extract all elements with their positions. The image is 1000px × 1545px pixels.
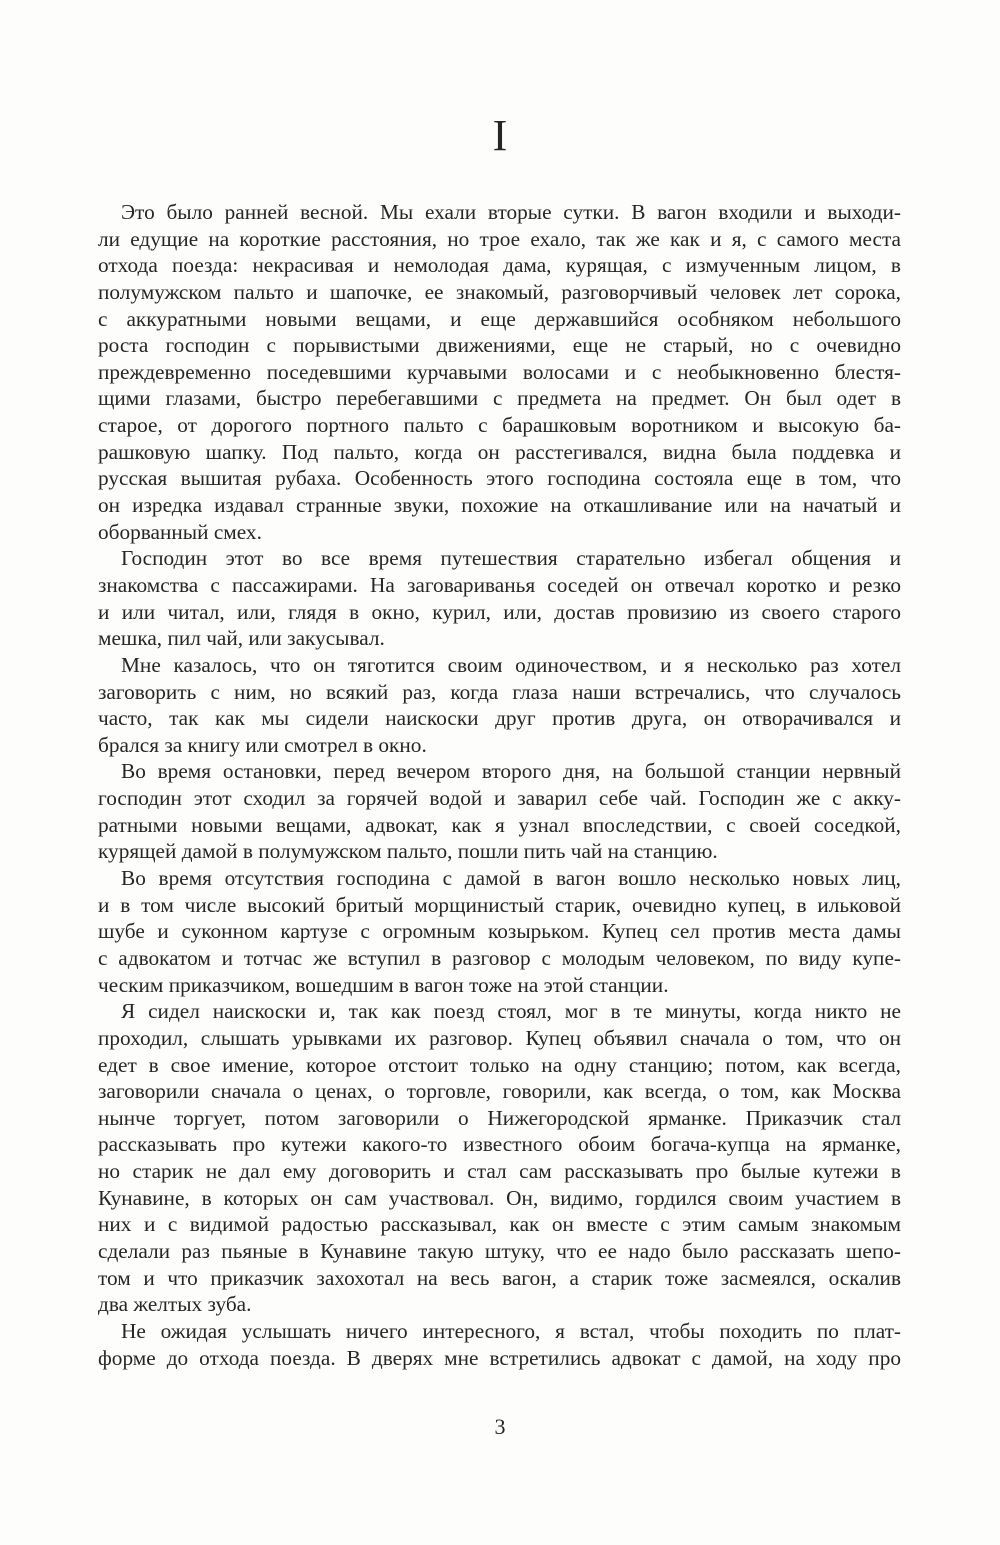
text-line: Кунавине, в которых он сам участвовал. Он, видимо, гордился своим участием в [98,1185,901,1210]
text-line: шубе и суконном картузе с огромным козырьком. Купец сел против места дамы [98,919,901,944]
text-line: брался за книгу или смотрел в окно. [98,732,427,757]
page-number: 3 [494,1414,506,1439]
text-line: Во время отсутствия господина с дамой в вагон вошло несколько новых лиц, [121,866,901,891]
text-line: и в том числе высокий бритый морщинистый старик, очевидно купец, в ильковой [98,892,901,917]
text-line: заговорить с ним, но всякий раз, когда глаза наши встречались, что случалось [98,679,901,704]
text-line: Во время остановки, перед вечером второго дня, на большой станции нервный [121,759,901,784]
text-line: ческим приказчиком, вошедшим в вагон тоже на этой станции. [98,972,669,997]
text-line: оборванный смех. [98,519,262,544]
text-line: Не ожидая услышать ничего интересного, я встал, чтобы походить по плат- [121,1318,901,1343]
paragraph [98,199,901,545]
text-line: курящей дамой в полумужском пальто, пошли пить чай на станцию. [98,839,718,864]
text-line: знакомства с пассажирами. На заговариванья соседей он отвечал коротко и резко [98,572,901,597]
text-line: Мне казалось, что он тяготится своим одиночеством, и я несколько раз хотел [121,652,901,677]
text-line: рассказывать про кутежи какого-то известного обоим богача-купца на ярманке, [98,1132,901,1157]
text-line: с аккуратными новыми вещами, и еще державшийся особняком небольшого [98,306,901,331]
text-line: русская вышитая рубаха. Особенность этого господина состояла еще в том, что [98,466,901,491]
text-line: ли едущие на короткие расстояния, но трое ехало, так же как и я, с самого места [98,226,901,251]
text-line: заговорили сначала о ценах, о торговле, говорили, как всегда, о том, как Москва [98,1079,901,1104]
paragraph [98,545,901,652]
text-line: роста господин с порывистыми движениями, еще не старый, но с очевидно [98,333,901,358]
text-line: Господин этот во все время путешествия старательно избегал общения и [121,546,901,571]
text-line: проходил, слышать урывками их разговор. Купец объявил сначала о том, что он [98,1025,901,1050]
text-line: и или читал, или, глядя в окно, курил, или, достав провизию из своего старого [98,599,901,624]
text-line: них и с видимой радостью рассказывал, как он вместе с этим самым знакомым [98,1212,901,1237]
paragraph [98,758,901,865]
body-text [98,199,901,1371]
text-line: мешка, пил чай, или закусывал. [98,626,385,651]
text-line: господин этот сходил за горячей водой и заварил себе чай. Господин же с акку- [98,786,901,811]
text-line: но старик не дал ему договорить и стал сам рассказывать про былые кутежи в [98,1159,901,1184]
text-line: Я сидел наискоски и, так как поезд стоял, мог в те минуты, когда никто не [121,999,901,1024]
text-line: с адвокатом и тотчас же вступил в разговор с молодым человеком, по виду купе- [98,945,901,970]
paragraph [98,1318,901,1371]
text-line: преждевременно поседевшими курчавыми волосами и с необыкновенно блестя- [98,359,901,384]
text-line: сделали раз пьяные в Кунавине такую штуку, что ее надо было рассказать шепо- [98,1238,901,1263]
text-line: полумужском пальто и шапочке, ее знакомый, разговорчивый человек лет сорока, [98,279,901,304]
text-line: форме до отхода поезда. В дверях мне встретились адвокат с дамой, на ходу про [98,1345,901,1370]
text-line: часто, так как мы сидели наискоски друг против друга, он отворачивался и [98,706,901,731]
paragraph [98,652,901,759]
text-line: нынче торгует, потом заговорили о Нижегородской ярманке. Приказчик стал [98,1105,901,1130]
text-line: едет в свое имение, которое отстоит только на одну станцию; потом, как всегда, [98,1052,901,1077]
text-line: старое, от дорогого портного пальто с барашковым воротником и высокую ба- [98,413,901,438]
text-line: два желтых зуба. [98,1292,252,1317]
text-line: ратными новыми вещами, адвокат, как я узнал впоследствии, с своей соседкой, [98,812,901,837]
text-line: щими глазами, быстро перебегавшими с предмета на предмет. Он был одет в [98,386,901,411]
text-line: рашковую шапку. Под пальто, когда он расстегивался, видна была поддевка и [98,439,901,464]
text-line: отхода поезда: некрасивая и немолодая дама, курящая, с измученным лицом, в [98,253,901,278]
chapter-heading: I [492,111,508,160]
text-line: том и что приказчик захохотал на весь вагон, а старик тоже засмеялся, оскалив [98,1265,901,1290]
text-line: он изредка издавал странные звуки, похожие на откашливание или на начатый и [98,493,901,518]
paragraph [98,998,901,1318]
text-line: Это было ранней весной. Мы ехали вторые сутки. В вагон входили и выходи- [121,200,901,224]
paragraph [98,865,901,998]
